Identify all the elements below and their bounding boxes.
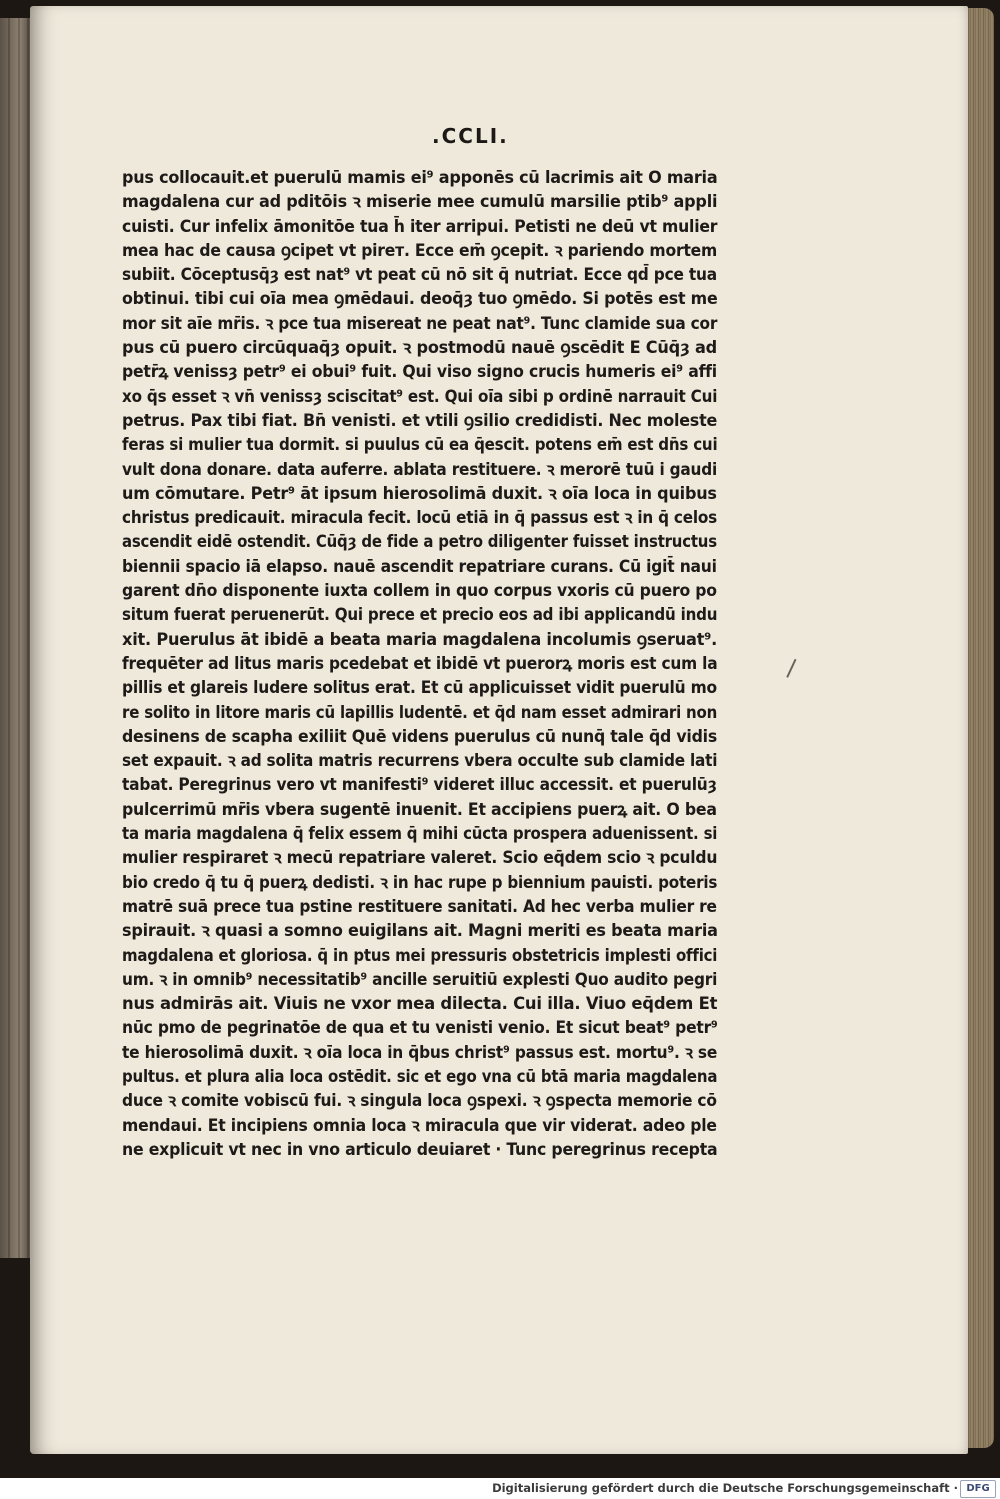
text-line: duce ꝛ comite vobiscū fui. ꝛ singula loca ꝯspexi. ꝛ ꝯspecta memorie cō: [122, 1091, 717, 1112]
text-line: christus predicauit. miracula fecit. locū etiā in q̄ passus est ꝛ in q̄ celos: [122, 508, 718, 529]
text-line: ne explicuit vt nec in vno articulo deuiaret · Tunc peregrinus recepta: [122, 1139, 718, 1160]
text-line: ta maria magdalena q̄ felix essem q̄ mihi cūcta prospera aduenissent. si: [122, 824, 718, 845]
text-line: pus cū puero circūquaq̄ȝ opuit. ꝛ postmodū nauē ꝯscēdit E Cūq̄ȝ ad: [122, 338, 717, 359]
text-line: situm fuerat peruenerūt. Qui prece et precio eos ad ibi applicandū indu: [122, 605, 718, 626]
text-line: cuisti. Cur infelix āmonitōe tua h̄ iter arripui. Petisti ne deū vt mulier: [122, 216, 718, 237]
folio-number: .CCLI.: [432, 124, 509, 148]
text-line: feras si mulier tua dormit. si puulus cū ea q̄escit. potens em̄ est dn̄s cui: [122, 435, 718, 456]
text-line: subiit. Cōceptusq̄ȝ est nat⁹ vt peat cū nō sit q̄ nutriat. Ecce qd̄ pce tua: [122, 265, 717, 286]
text-line: petr̄ꝝ venissȝ petr⁹ ei obui⁹ fuit. Qui viso signo crucis humeris ei⁹ affi: [122, 362, 717, 383]
text-line: mor sit aīe mr̄is. ꝛ pce tua misereat ne peat nat⁹. Tunc clamide sua cor: [122, 313, 718, 334]
text-line: um cōmutare. Petr⁹ āt ipsum hierosolimā duxit. ꝛ oīa loca in quibus: [122, 483, 717, 504]
text-line: um. ꝛ in omnib⁹ necessitatib⁹ ancille seruitiū explesti Quo audito pegri: [122, 969, 718, 990]
text-line: magdalena cur ad pditōis ꝛ miserie mee cumulū marsilie ptib⁹ appli: [122, 192, 718, 213]
text-line: petrus. Pax tibi fiat. Bn̄ venisti. et vtili ꝯsilio credidisti. Nec moleste: [122, 410, 718, 431]
text-line: desinens de scapha exiliit Quē videns puerulus cū nunq̄ tale q̄d vidis: [122, 726, 718, 747]
right-page: [30, 6, 968, 1454]
text-line: xit. Puerulus āt ibidē a beata maria magdalena incolumis ꝯseruat⁹.: [122, 629, 718, 650]
footer-bar: [0, 1478, 1000, 1499]
text-line: pultus. et plura alia loca ostēdit. sic et ego vna cū btā maria magdalena: [122, 1066, 718, 1087]
text-line: vult dona donare. data auferre. ablata restituere. ꝛ merorē tuū i gaudi: [122, 459, 717, 480]
dfg-logo: DFG: [960, 1480, 996, 1498]
text-line: pus collocauit.et puerulū mamis ei⁹ apponēs cū lacrimis ait O maria: [122, 168, 718, 188]
text-line: mea hac de causa ꝯcipet vt pireт. Ecce em̄ ꝯcepit. ꝛ pariendo mortem: [122, 240, 718, 261]
text-line: re solito in litore maris cū lapillis ludentē. et q̄d nam esset admirari non: [122, 702, 718, 723]
text-line: pillis et glareis ludere solitus erat. Et cū applicuisset vidit puerulū mo: [122, 678, 717, 699]
text-line: obtinui. tibi cui oīa mea ꝯmēdaui. deoq̄ȝ tuo ꝯmēdo. Si potēs est me: [122, 289, 718, 310]
text-line: frequēter ad litus maris pcedebat et ibidē vt puerorꝝ moris est cum la: [122, 653, 718, 674]
text-line: mulier respiraret ꝛ mecū repatriare valeret. Scio eq̄dem scio ꝛ pculdu: [122, 848, 718, 869]
footer-credit: Digitalisierung gefördert durch die Deutsche Forschungsgemeinschaft ·: [492, 1481, 958, 1495]
text-line: xo q̄s esset ꝛ vn̄ venissȝ sciscitat⁹ est. Qui oīa sibi p ordinē narrauit Cui: [122, 386, 718, 407]
text-line: te hierosolimā duxit. ꝛ oīa loca in q̄bus christ⁹ passus est. mortu⁹. ꝛ se: [122, 1042, 718, 1063]
text-line: bio credo q̄ tu q̄ puerꝝ dedisti. ꝛ in hac rupe p biennium pauisti. poteris: [122, 872, 718, 893]
text-line: spirauit. ꝛ quasi a somno euigilans ait. Magni meriti es beata maria: [122, 921, 718, 942]
text-line: nus admirās ait. Viuis ne vxor mea dilecta. Cui illa. Viuo eq̄dem Et: [122, 994, 718, 1015]
text-line: tabat. Peregrinus vero vt manifesti⁹ videret illuc accessit. et puerulūȝ: [122, 775, 717, 796]
text-line: matrē suā prece tua pstine restituere sanitati. Ad hec verba mulier re: [122, 896, 717, 917]
text-line: pulcerrimū mr̄is vbera sugentē inuenit. Et accipiens puerꝝ ait. O bea: [122, 799, 717, 820]
text-line: mendaui. Et incipiens omnia loca ꝛ miracula que vir viderat. adeo ple: [122, 1115, 717, 1136]
text-line: magdalena et gloriosa. q̄ in ptus mei pressuris obstetricis implesti offici: [122, 945, 718, 966]
text-line: nūc pmo de pegrinatōe de qua et tu venisti venio. Et sicut beat⁹ petr⁹: [122, 1018, 718, 1039]
text-line: garent dn̄o disponente iuxta collem in quo corpus vxoris cū puero po: [122, 581, 717, 602]
text-block: [122, 166, 732, 1162]
text-line: biennii spacio iā elapso. nauē ascendit repatriare curans. Cū igit̄ naui: [122, 556, 717, 577]
text-line: set expauit. ꝛ ad solita matris recurrens vbera occulte sub clamide lati: [122, 751, 718, 772]
text-line: ascendit eidē ostendit. Cūq̄ȝ de fide a petro diligenter fuisset instructus: [122, 532, 717, 553]
